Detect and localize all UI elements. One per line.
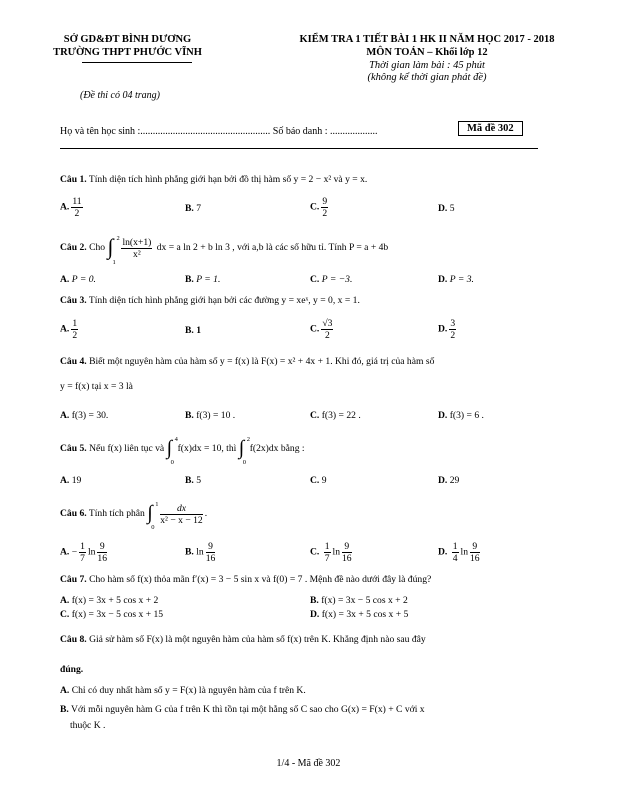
q5-option-a: A. 19 (60, 475, 82, 486)
exam-code-box: Mã đề 302 (458, 121, 523, 136)
question-3: Câu 3. Tính diện tích hình phẳng giới hạn bởi các đường y = xeˣ, y = 0, x = 1. (60, 295, 360, 306)
integral-sign-1: ∫ 4 0 (166, 436, 178, 466)
q4-option-a: A. f(3) = 30. (60, 410, 109, 421)
question-7: Câu 7. Cho hàm số f(x) thỏa mãn f′(x) = 3 − 5 sin x và f(0) = 7 . Mệnh đề nào dưới đây là đúng? (60, 574, 432, 585)
department-name: SỞ GD&ĐT BÌNH DƯƠNG (63, 34, 192, 45)
q1-option-d: D. 5 (438, 203, 455, 214)
q8-option-b-cont: thuộc K . (70, 720, 106, 731)
q7-option-c: C. f(x) = 3x − 5 cos x + 15 (60, 609, 164, 620)
exam-title: KIỂM TRA 1 TIẾT BÀI 1 HK II NĂM HỌC 2017 - 2018 (299, 34, 555, 45)
question-4-cont: y = f(x) tại x = 3 là (60, 381, 133, 392)
time-note: (không kể thời gian phát đề) (367, 72, 487, 83)
q5-option-d: D. 29 (438, 475, 460, 486)
question-8: Câu 8. Giả sử hàm số F(x) là một nguyên hàm của hàm số f(x) trên K. Khẳng định nào sau đây (60, 634, 426, 645)
q2-option-c: C. P = −3. (310, 274, 353, 285)
q3-option-d: D. $\frac{3}{2}$ (438, 318, 456, 341)
question-8-cont: đúng. (60, 664, 84, 675)
question-4: Câu 4. Biết một nguyên hàm của hàm số y = f(x) là F(x) = x² + 4x + 1. Khi đó, giá trị của hàm số (60, 356, 435, 367)
page-footer: 1/4 - Mã đề 302 (276, 758, 341, 769)
q5-option-b: B. 5 (185, 475, 202, 486)
q6-option-b: B. ln $\frac{9}{16}$ (185, 541, 216, 564)
q4-option-b: B. f(3) = 10 . (185, 410, 236, 421)
q6-option-d: D. $\frac{1}{4}$ ln $\frac{9}{16}$ (438, 541, 480, 564)
q3-option-b: B. 1 (185, 325, 202, 336)
question-5: Câu 5. Nếu f(x) liên tục và ∫ 4 0 f(x)dx = 10, thì ∫ 2 0 f(2x)dx bằng : (60, 436, 305, 466)
header-divider (60, 148, 538, 149)
q4-option-d: D. f(3) = 6 . (438, 410, 484, 421)
q6-option-a: A. − $\frac{1}{7}$ ln $\frac{9}{16}$ (60, 541, 108, 564)
q7-option-a: A. f(x) = 3x + 5 cos x + 2 (60, 595, 159, 606)
integral-sign-2: ∫ 2 0 (238, 436, 250, 466)
q8-option-a: A. Chỉ có duy nhất hàm số y = F(x) là nguyên hàm của f trên K. (60, 685, 306, 696)
q3-option-a: A. $\frac{1}{2}$ (60, 318, 78, 341)
q2-option-a: A. P = 0. (60, 274, 96, 285)
school-name: TRƯỜNG THPT PHƯỚC VĨNH (53, 47, 202, 58)
student-info-line: Họ và tên học sinh :.................................................... Số báo danh : ................... (60, 126, 378, 137)
q7-option-b: B. f(x) = 3x − 5 cos x + 2 (310, 595, 408, 606)
q1-option-b: B. 7 (185, 203, 202, 214)
q8-option-b: B. Với mỗi nguyên hàm G của f trên K thì tồn tại một hằng số C sao cho G(x) = F(x) + C với x (60, 704, 425, 715)
integral-sign: ∫ 2 1 (107, 234, 120, 266)
q4-option-c: C. f(3) = 22 . (310, 410, 361, 421)
q1-option-a: A. $\frac{11}{2}$ (60, 196, 82, 219)
q7-option-d: D. f(x) = 3x + 5 cos x + 5 (310, 609, 409, 620)
subject-line: MÔN TOÁN – Khối lớp 12 (366, 47, 488, 58)
q5-option-c: C. 9 (310, 475, 327, 486)
pages-note: (Đề thi có 04 trang) (80, 90, 160, 101)
q6-option-c: C. $\frac{1}{7}$ ln $\frac{9}{16}$ (310, 541, 352, 564)
question-2: Câu 2. Cho ∫ 2 1 $\frac{\ln(x+1)}{\text{x²}}$ dx = a ln 2 + b ln 3 , với a,b là các số hữu tỉ. Tính P = a + 4b (60, 234, 389, 266)
question-1: Câu 1. Tính diện tích hình phẳng giới hạn bởi đồ thị hàm số y = 2 − x² và y = x. (60, 174, 368, 185)
time-limit: Thời gian làm bài : 45 phút (369, 60, 485, 71)
q2-option-b: B. P = 1. (185, 274, 221, 285)
q3-option-c: C. $\frac{√3}{2}$ (310, 318, 333, 341)
integral-sign: ∫ 1 0 (147, 501, 159, 531)
q1-option-c: C. $\frac{9}{2}$ (310, 196, 328, 219)
question-6: Câu 6. Tính tích phân ∫ 1 0 $\frac{dx}{\text{x² − x − 12}}$ . (60, 501, 208, 531)
q2-option-d: D. P = 3. (438, 274, 474, 285)
school-underline (82, 62, 192, 63)
